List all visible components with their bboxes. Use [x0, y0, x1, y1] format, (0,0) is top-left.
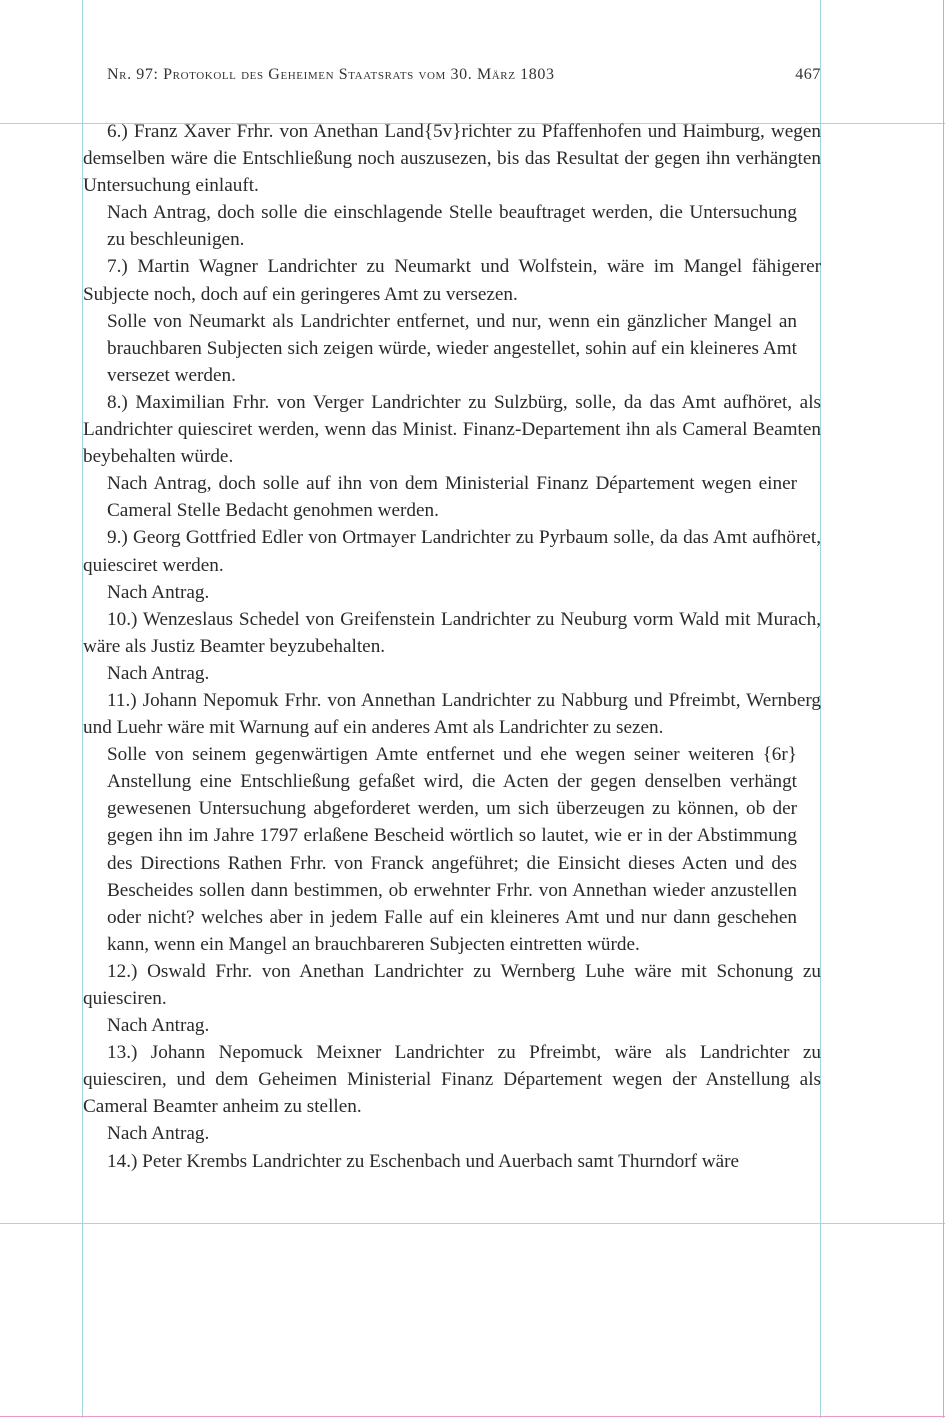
- entry-item-7: 7.) Martin Wagner Landrichter zu Neumarkt und Wolfstein, wäre im Mangel fähigerer Subjecte noch, doch auf ein geringeres Amt zu versezen.: [83, 256, 821, 305]
- bottom-text-guide: [0, 1223, 945, 1224]
- entry-resolution-8: Nach Antrag, doch solle auf ihn von dem Ministerial Finanz Département wegen einer Cameral Stelle Bedacht genohmen werden.: [107, 473, 797, 522]
- entry-resolution-9: Nach Antrag.: [107, 581, 210, 603]
- entry-resolution-12: Nach Antrag.: [107, 1015, 210, 1037]
- entry-resolution-10: Nach Antrag.: [107, 662, 210, 684]
- page-number: 467: [795, 66, 821, 83]
- entry-resolution-7: Solle von Neumarkt als Landrichter entfernet, und nur, wenn ein gänzlicher Mangel an brauchbaren Subjecten sich zeigen würde, wieder angestellet, sohin auf ein kleineres Amt versezet werden.: [107, 310, 797, 386]
- running-header: [107, 66, 821, 90]
- page-bottom-edge: [0, 1416, 945, 1417]
- entry-resolution-6: Nach Antrag, doch solle die einschlagende Stelle beauftraget werden, die Untersuchung zu beschleunigen.: [107, 202, 797, 251]
- entry-item-9: 9.) Georg Gottfried Edler von Ortmayer Landrichter zu Pyrbaum solle, da das Amt aufhöret, quiesciret werden.: [83, 527, 821, 576]
- entry-item-10: 10.) Wenzeslaus Schedel von Greifenstein Landrichter zu Neuburg vorm Wald mit Murach, wäre als Justiz Beamter beyzubehalten.: [83, 608, 821, 657]
- entry-resolution-13: Nach Antrag.: [107, 1123, 210, 1145]
- entry-item-14: 14.) Peter Krembs Landrichter zu Eschenbach und Auerbach samt Thurndorf wäre: [107, 1150, 740, 1172]
- page-right-edge: [943, 0, 944, 1418]
- entry-item-6: 6.) Franz Xaver Frhr. von Anethan Land{5v}richter zu Pfaffenhofen und Haimburg, wegen demselben wäre die Entschließung noch auszusezen, bis das Resultat der gegen ihn verhängten Untersuchung einlauft.: [83, 121, 821, 197]
- running-title: Nr. 97: Protokoll des Geheimen Staatsrats vom 30. März 1803: [107, 66, 555, 83]
- protocol-text: [83, 118, 821, 1175]
- entry-item-8: 8.) Maximilian Frhr. von Verger Landrichter zu Sulzbürg, solle, da das Amt aufhöret, als Landrichter quiesciret werden, wenn das Minist. Finanz-Departement ihn als Cameral Beamten beybehalten würde.: [83, 391, 821, 468]
- entry-item-11: 11.) Johann Nepomuk Frhr. von Annethan Landrichter zu Nabburg und Pfreimbt, Wernberg und Luehr wäre mit Warnung auf ein anderes Amt als Landrichter zu sezen.: [83, 689, 821, 739]
- entry-item-13: 13.) Johann Nepomuck Meixner Landrichter zu Pfreimbt, wäre als Landrichter zu quiesciren, und dem Geheimen Ministerial Finanz Département wegen der Anstellung als Cameral Beamter anheim zu stellen.: [83, 1042, 821, 1118]
- entry-resolution-11: Solle von seinem gegenwärtigen Amte entfernet und ehe wegen seiner weiteren {6r} Anstellung eine Entschließung gefaßet wird, die Acten der gegen denselben verhängt gewesenen Untersuchung abgeforderet werden, um sich überzeugen zu können, ob der gegen ihn im Jahre 1797 erlaßene Bescheid wörtlich so lautet, wie er in der Abstimmung des Directions Rathen Frhr. von Franck angeführet; die Einsicht dieses Acten und des Bescheides sollen dann bestimmen, ob erwehnter Frhr. von Annethan wieder anzustellen oder nicht? welches aber in jedem Falle auf ein kleineres Amt und nur dann geschehen kann, wenn ein Mangel an brauchbareren Subjecten eintretten würde.: [107, 744, 797, 955]
- entry-item-12: 12.) Oswald Frhr. von Anethan Landrichter zu Wernberg Luhe wäre mit Schonung zu quiesciren.: [83, 960, 821, 1009]
